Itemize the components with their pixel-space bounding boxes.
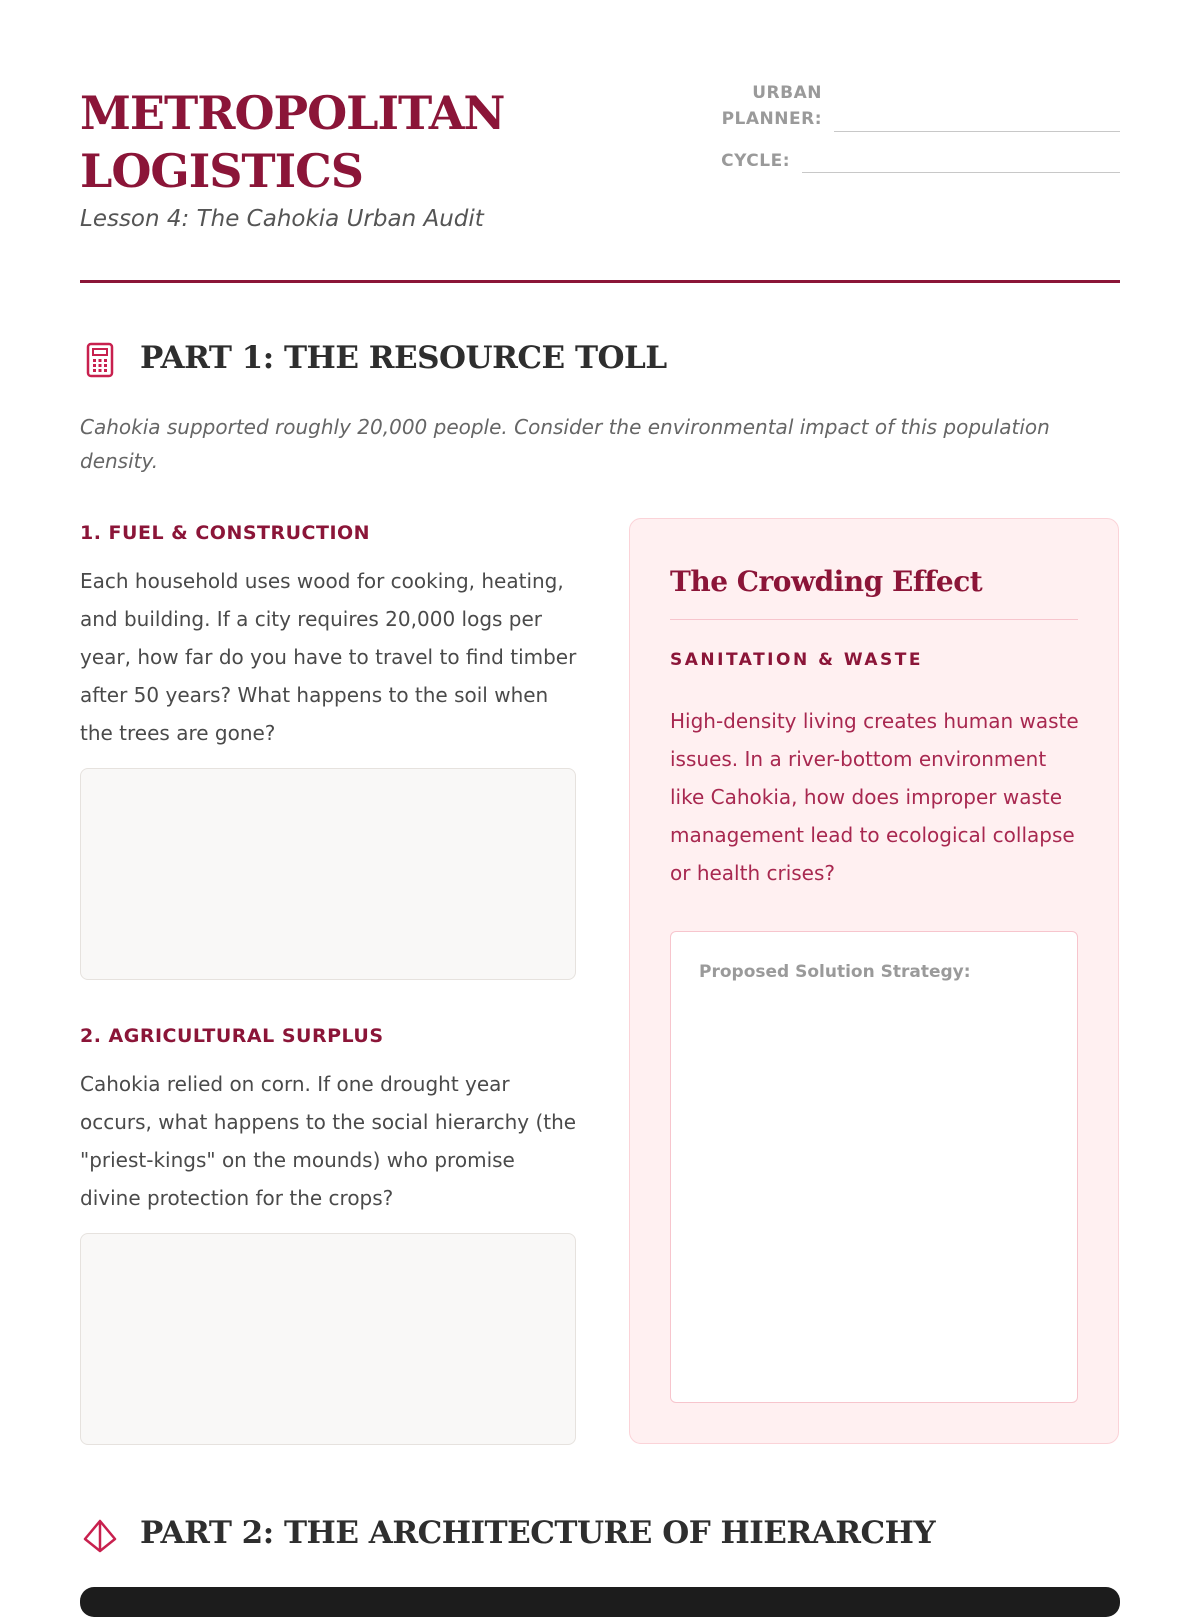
- solution-strategy-label: Proposed Solution Strategy:: [699, 962, 971, 982]
- question2-heading: 2. AGRICULTURAL SURPLUS: [80, 1025, 384, 1047]
- part1-intro: Cahokia supported roughly 20,000 people. Consider the environmental impact of this population density.: [80, 415, 1050, 473]
- crowding-effect-panel: [629, 518, 1119, 1444]
- question2-answer-box[interactable]: [80, 1233, 576, 1445]
- panel-title: The Crowding Effect: [670, 565, 983, 598]
- urban-planner-label-line2: PLANNER:: [721, 109, 822, 129]
- lesson-subtitle: Lesson 4: The Cahokia Urban Audit: [80, 206, 484, 232]
- panel-text: High-density living creates human waste issues. In a river-bottom environment like Cahokia, how does improper waste management lead to ecological collapse or health crises?: [670, 709, 1079, 885]
- urban-planner-label-line1: URBAN: [752, 83, 822, 103]
- cycle-field[interactable]: [802, 172, 1120, 173]
- pyramid-icon: [82, 1518, 118, 1554]
- cycle-label: CYCLE:: [721, 151, 790, 171]
- question1-text: Each household uses wood for cooking, heating, and building. If a city requires 20,000 logs per year, how far do you have to travel to find timber after 50 years? What happens to the soil when the trees are gone?: [80, 569, 577, 745]
- urban-planner-label: [722, 80, 822, 132]
- question1-heading: 1. FUEL & CONSTRUCTION: [80, 522, 371, 544]
- part2-content-bar: [80, 1587, 1120, 1617]
- question2-text: Cahokia relied on corn. If one drought year occurs, what happens to the social hierarchy (the "priest-kings" on the mounds) who promise divine protection for the crops?: [80, 1072, 577, 1210]
- header-divider: [80, 280, 1120, 283]
- part2-title: PART 2: THE ARCHITECTURE OF HIERARCHY: [140, 1515, 936, 1551]
- solution-strategy-box[interactable]: [670, 931, 1078, 1403]
- title-line-2: LOGISTICS: [80, 144, 364, 198]
- calculator-icon: [82, 342, 118, 378]
- title-line-1: METROPOLITAN: [80, 86, 505, 140]
- worksheet-title: [80, 84, 504, 200]
- panel-divider: [670, 619, 1078, 620]
- part1-title: PART 1: THE RESOURCE TOLL: [140, 340, 667, 376]
- question1-answer-box[interactable]: [80, 768, 576, 980]
- urban-planner-field[interactable]: [834, 131, 1120, 132]
- panel-subheading: SANITATION & WASTE: [670, 650, 923, 670]
